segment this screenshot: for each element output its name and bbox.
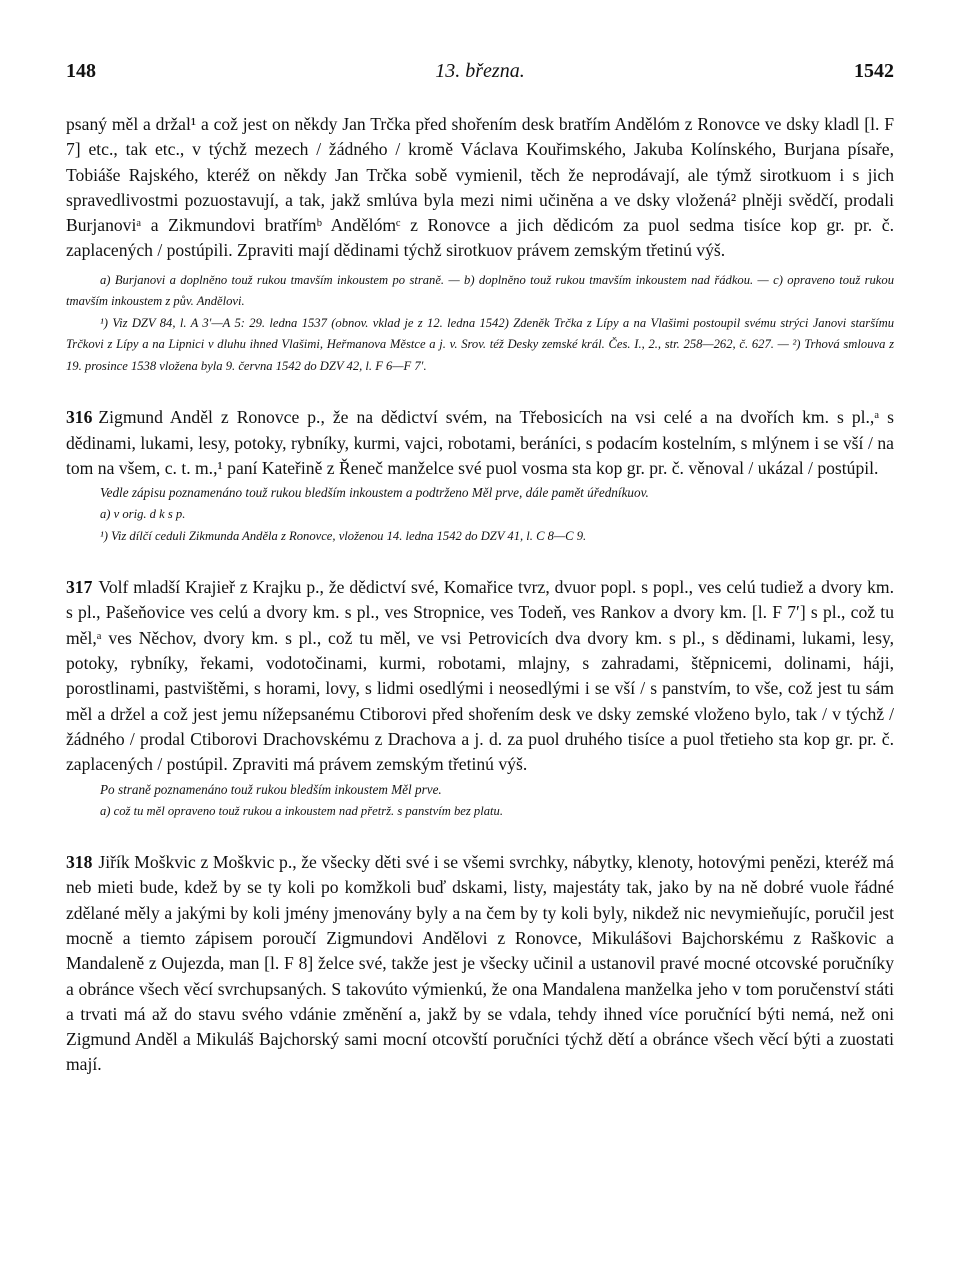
entry-body: Jiřík Moškvic z Moškvic p., že všecky děti své i se všemi svrchky, nábytky, klenoty, hotovými penězi, kteréž má neb mieti bude, kdež by se ty koli po komžkoli buď dskami, listy, majestáty tak, jako by na ně dobré vuole řádné zdělané měly a jakými by koli jmény jmenovány byly a na čem by ty koli byly, nikdež nic nevymieňujíc, poručil jest mocně a tiemto zápisem poroučí Zigmundovi Andělovi z Ronovce, Mikulášovi Bajchorskému z Raškovic a Mandaleně z Oujezda, man [l. F 8] želce své, takže jest je všecky učinil a ustanovil pravé mocné otcovské poručníky a obránce všech věcí svrchupsaných. S takovúto výmienkú, že ona Mandalena manželka jeho v tom poručenství státi a trvati má až do stavu svého vdánie změnění a, jakž by se vdala, tehdy ihned více poručnící býti nemá, než oni Zigmund Anděl a Mikuláš Bajchorský sami mocní otcovští poručníci týchž dětí a obránce všech věcí býti a zuostati mají. [66,852,894,1075]
page-header [66,60,894,90]
entry-footnote-letter: a) což tu měl opraveno touž rukou a inkoustem nad přetrž. s panstvím bez platu. [100,803,503,818]
entry-text [66,850,894,1078]
entry-marginal-note: Po straně poznamenáno touž rukou bledším inkoustem Měl prve. [100,781,442,797]
intro-footnote-numbers: ¹) Viz DZV 84, l. A 3′—A 5: 29. ledna 1537 (obnov. vklad je z 12. ledna 1542) Zdeněk Trčka z Lípy a na Vlašimi postoupil svému strýci Janovi staršímu Trčkovi z Lípy a na Lipnici v dluhu ihned Vlašimi, Heřmanova Městce a j. v. Srov. též Desky zemské král. Čes. I., 2., str. 258—262, č. 627. — ²) Trhová smlouva z 19. prosince 1538 vložena byla 9. června 1542 do DZV 42, l. F 6—F 7′. [66,315,894,373]
entry-text [66,575,894,777]
intro-footnote-letters: a) Burjanovi a doplněno touž rukou tmavším inkoustem po straně. — b) doplněno touž rukou tmavším inkoustem nad řádkou. — c) opraveno touž rukou tmavším inkoustem z pův. Andělovi. [66,272,894,309]
page-number: 148 [66,60,96,82]
entry-number: 318 [66,852,93,873]
entry-number: 316 [66,407,93,428]
entry-footnote-letter: a) v orig. d k s p. [100,507,186,522]
running-title-date: 13. března. [435,60,525,82]
entry-body: Zigmund Anděl z Ronovce p., že na dědictví svém, na Třebosicích na vsi celé a na dvořích km. s pl.,ᵃ s dědinami, lukami, lesy, potoky, rybníky, kurmi, vajci, robotami, beráníci, s podacím kostelním, s mlýnem i se vší / na tom na všem, c. t. m.,¹ paní Kateřině z Řeneč manželce své puol vosma sta kop gr. pr. č. věnoval / ukázal / postúpil. [66,407,894,478]
entry-body: Volf mladší Krajieř z Krajku p., že dědictví své, Komařice tvrz, dvuor popl. s popl., ves celú tudiež a dvory km. s pl., Pašeňovice ves celú a dvory km. s pl., ves Stropnice, ves Todeň, ves Rankov a dvory km. [l. F 7′] s pl., což tu měl,ᵃ ves Něchov, dvory km. s pl., což tu měl, ve vsi Petrovicích dva dvory km. s pl., s dědinami, lukami, lesy, potoky, rybníky, řekami, vodotočinami, kurmi, robotami, mlajny, s zahradami, štěpnicemi, dolinami, háji, porostlinami, pastvištěmi, s horami, lovy, s lidmi osedlými i neosedlými i se vší / s panstvím, to vše, což jest tu sám měl a držel a což jest jemu nížepsanému Ctiborovi před shořením desk ve dsky zemské vloženo bylo, tak / v týchž / žádného / prodal Ctiborovi Drachovskému z Drachova a j. d. za puol druhého tisíce a puol třetieho sta kop gr. pr. č. zaplacených / postúpil. Zpraviti má právem zemským třetinú výš. [66,577,894,775]
page-body [66,112,894,1078]
entry-318 [66,850,894,1078]
entry-footnote-number: ¹) Viz dílčí ceduli Zikmunda Anděla z Ronovce, vloženou 14. ledna 1542 do DZV 41, l. C 8—C 9. [100,528,587,543]
year-number: 1542 [854,60,894,82]
entry-text [66,405,894,481]
entry-marginal-note: Vedle zápisu poznamenáno touž rukou bledším inkoustem a podtrženo Měl prve, dále pamět úředníkuov. [100,485,649,501]
intro-footnotes [66,270,894,378]
entry-316 [66,405,894,547]
entry-317 [66,575,894,822]
intro-paragraph: psaný měl a držal¹ a což jest on někdy Jan Trčka před shořením desk bratřím Andělóm z Ronovce ve dsky kladl [l. F 7] etc., tak etc., v týchž mezech / žádného / kromě Václava Kouřimského, Jakuba Kolínského, Burjana písaře, Tobiáše Rajského, kteréž on někdy Jan Trčka sobě vymienil, těch že neprodávají, ale týmž sirotkuom i s jich spravedlivostmi pozuostavují, a tak, jakž smlúva byla mezi nimi učiněna a ve dsky vložená² plněji svědčí, prodali Burjanoviᵃ a Zikmundovi bratřímᵇ Andělómᶜ z Ronovce a jich dědicóm za puol sedma tisíce kop gr. pr. č. zaplacených / postúpili. Zpraviti mají dědinami týchž sirotkuov právem zemským třetinú výš. [66,114,894,261]
entry-number: 317 [66,577,93,598]
